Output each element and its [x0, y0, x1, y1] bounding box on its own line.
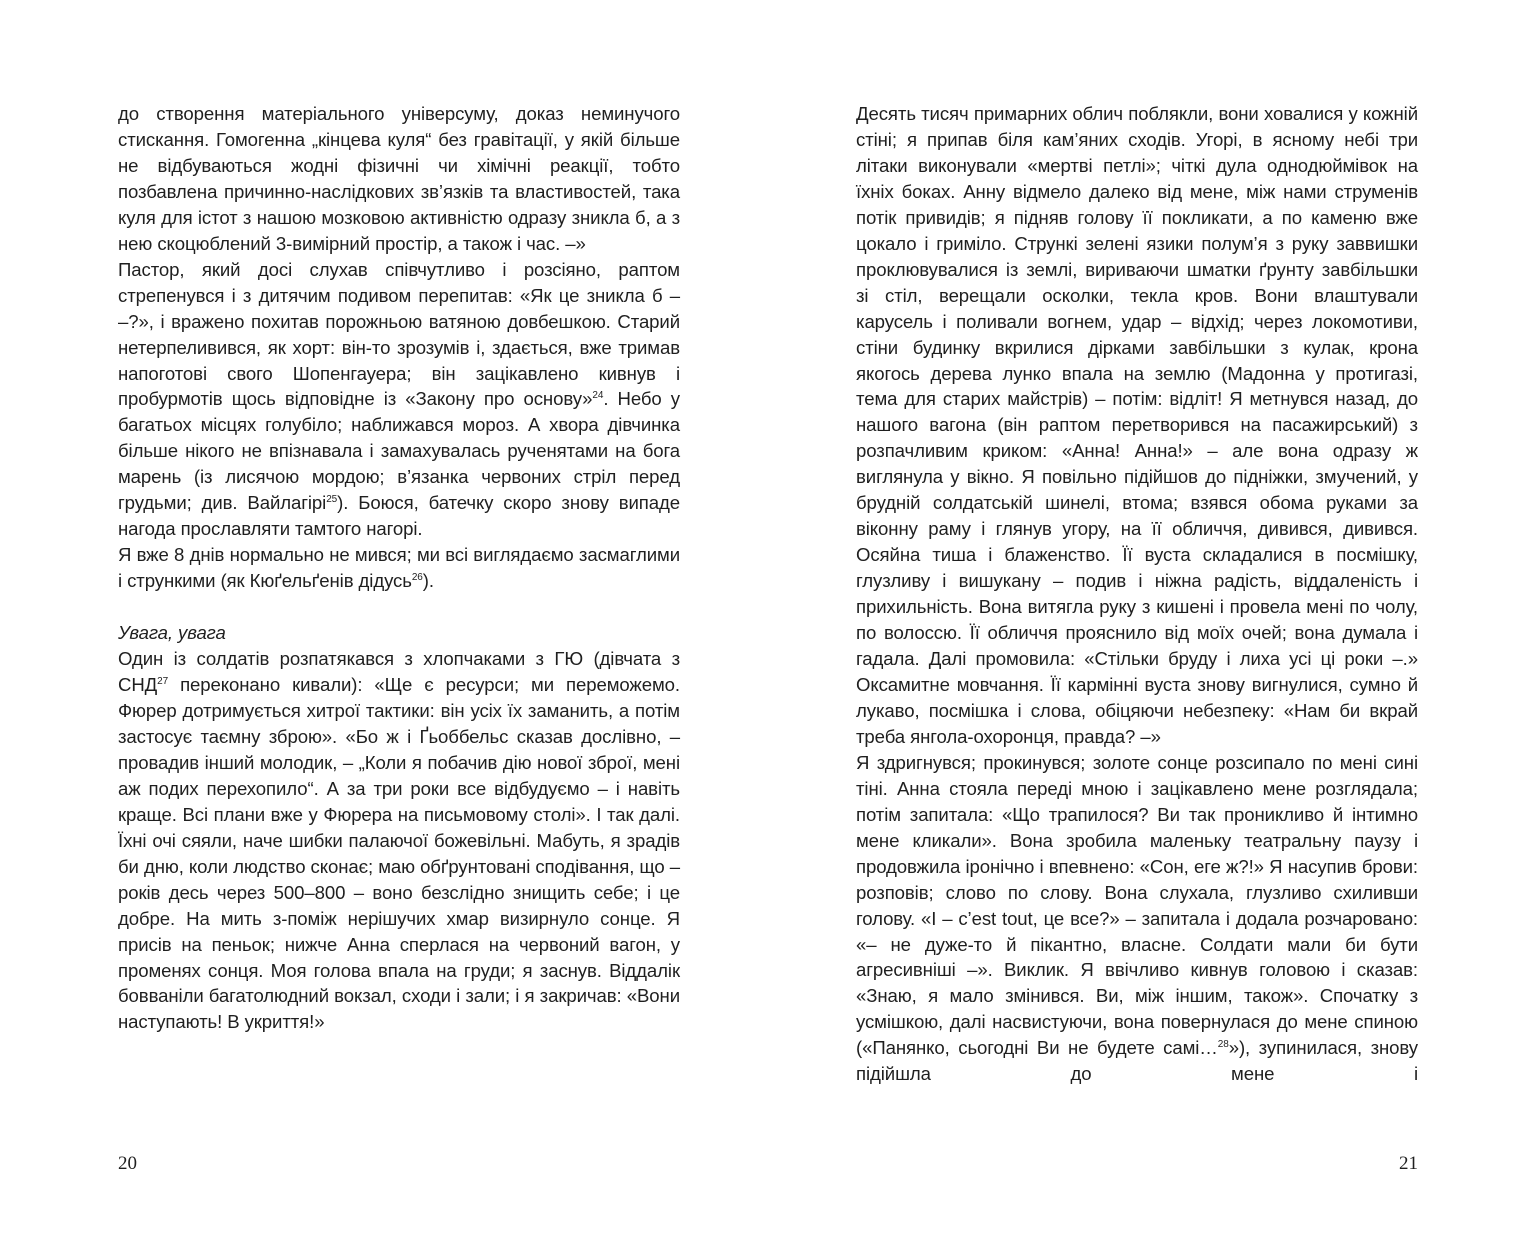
- paragraph: [856, 101, 1418, 750]
- footnote-marker: 24: [592, 390, 604, 402]
- footnote-marker: 27: [157, 676, 169, 688]
- right-page: [767, 0, 1535, 1240]
- paragraph: [118, 646, 680, 1035]
- right-page-number: 21: [1399, 1153, 1418, 1174]
- text-run: Я здригнувся; прокинувся; золоте сонце розсипало по мені сині тіні. Анна стояла переді мною і зацікавлено мене розглядала; потім запитала: «Що трапилося? Ви так проникливо й інтимно мене кликали». Вона зробила маленьку театральну паузу і продовжила іронічно і впевнено: «Сон, еге ж?!» Я насупив брови: розповів; слово по слову. Вона слухала, глузливо схиливши голову. «І – c’est tout, це все?» – запитала і додала розчаровано: «– не дуже-то й пікантно, власне. Солдати мали би бути агресивніші –». Виклик. Я ввічливо кивнув головою і сказав: «Знаю, я мало змінився. Ви, між іншим, також». Спочатку з усмішкою, далі насвистуючи, вона повернулася до мене спиною («Панянко, сьогодні Ви не будете самі…: [856, 751, 1418, 1059]
- left-page-text: [118, 101, 680, 1035]
- text-run: переконано кивали): «Ще є ресурси; ми переможемо. Фюрер дотримується хитрої тактики: він усіх їх заманить, а потім застосує таємну зброю». «Бо ж і Ґьоббельс сказав дослівно, – провадив інший молодик, – „Коли я побачив дію нової зброї, мені аж подих перехопило“. А за три роки все відбудуємо – і навіть краще. Всі плани вже у Фюрера на письмовому столі». І так далі. Їхні очі сяяли, наче шибки палаючої божевільні. Мабуть, я зрадів би дню, коли людство сконає; маю обґрунтовані сподівання, що – років десь через 500–800 – воно безслідно знищить себе; і це добре. На мить з-поміж нерішучих хмар визирнуло сонце. Я присів на пеньок; нижче Анна сперлася на червоний вагон, у променях сонця. Моя голова впала на груди; я заснув. Віддалік бовваніли багатолюдний вокзал, сходи і зали; і я закричав: «Вони наступають! В укриття!»: [118, 674, 680, 1033]
- footnote-marker: 26: [411, 572, 423, 584]
- text-run: Я вже 8 днів нормально не мився; ми всі виглядаємо засмаглими і стрункими (як Кюґельґенів дідусь: [118, 544, 680, 592]
- right-page-text: [856, 101, 1418, 1087]
- paragraph: [118, 257, 680, 542]
- section-heading: Увага, увага: [118, 622, 226, 644]
- text-run: »), зупинилася, знову підійшла до мене і: [856, 1037, 1418, 1085]
- text-run: ). Боюся, батечку скоро знову випаде нагода прославляти тамтого нагорі.: [118, 492, 680, 540]
- text-run: . Небо у багатьох місцях голубіло; наближався мороз. А хвора дівчинка більше нікого не впізнавала і замахувалась рученятами на бога марень (із лисячою мордою; в’язанка червоних стріл перед грудьми; див. Вайлагірі: [118, 388, 680, 514]
- footnote-marker: 25: [326, 494, 338, 506]
- text-run: ).: [422, 570, 434, 592]
- text-run: до створення матеріального універсуму, доказ неминучого стискання. Гомогенна „кінцева куля“ без гравітації, у якій більше не відбуваються жодні фізичні чи хімічні реакції, тобто позбавлена причинно-наслідкових зв’язків та властивостей, така куля для істот з нашою мозковою активністю одразу зникла б, а з нею скоцюблений 3-вимірний простір, а також і час. –»: [118, 103, 680, 254]
- left-page-number: 20: [118, 1153, 137, 1174]
- footnote-marker: 28: [1217, 1039, 1229, 1051]
- left-page: [0, 0, 767, 1240]
- text-run: Пастор, який досі слухав співчутливо і розсіяно, раптом стрепенувся і з дитячим подивом перепитав: «Як це зникла б – –?», і вражено похитав порожньою ватяною довбешкою. Старий нетерпеливився, як хорт: він-то зрозумів і, здається, вже тримав напоготові свого Шопенгауера; він зацікавлено кивнув і пробурмотів щось відповідне із «Закону про основу»: [118, 258, 680, 410]
- text-run: Один із солдатів розпатякався з хлопчаками з ГЮ (дівчата з СНД: [118, 648, 680, 696]
- paragraph: [856, 750, 1418, 1087]
- paragraph: [118, 542, 680, 594]
- paragraph: [118, 101, 680, 257]
- text-run: Десять тисяч примарних облич поблякли, вони ховалися у кожній стіні; я припав біля кам’яних сходів. Угорі, в ясному небі три літаки виконували «мертві петлі»; чіткі дула однодюймівок на їхніх боках. Анну відмело далеко від мене, між нами струменів потік привидів; я підняв голову її покликати, а по каменю вже цокало і гриміло. Стрункі зелені язики полум’я з руку заввишки проклювувалися із землі, вириваючи шматки ґрунту завбільшки зі стіл, верещали осколки, текла кров. Вони влаштували карусель і поливали вогнем, удар – відхід; через локомотиви, стіни будинку вкрилися дірками завбільшки з кулак, крона якогось дерева лунко впала на землю (Мадонна у протигазі, тема для старих майстрів) – потім: відліт! Я метнувся назад, до нашого вагона (він раптом перетворився на пасажирський) з розпачливим криком: «Анна! Анна!» – але вона одразу ж виглянула у вікно. Я повільно підійшов до підніжки, змучений, у брудній солдатській шинелі, втома; взявся обома руками за віконну раму і глянув угору, на її обличчя, дивився, дивився. Осяйна тиша і блаженство. Її вуста складалися в посмішку, глузливу і вишукану – подив і ніжна радість, віддаленість і прихильність. Вона витягла руку з кишені і провела мені по чолу, по волоссю. Її обличчя прояснило від моїх очей; вона думала і гадала. Далі промовила: «Стільки бруду і лиха усі ці роки –.» Оксамитне мовчання. Її кармінні вуста знову вигнулися, сумно й лукаво, посмішка і слова, обіцяючи небезпеку: «Нам би вкрай треба янгола-охоронця, правда? –»: [856, 103, 1418, 747]
